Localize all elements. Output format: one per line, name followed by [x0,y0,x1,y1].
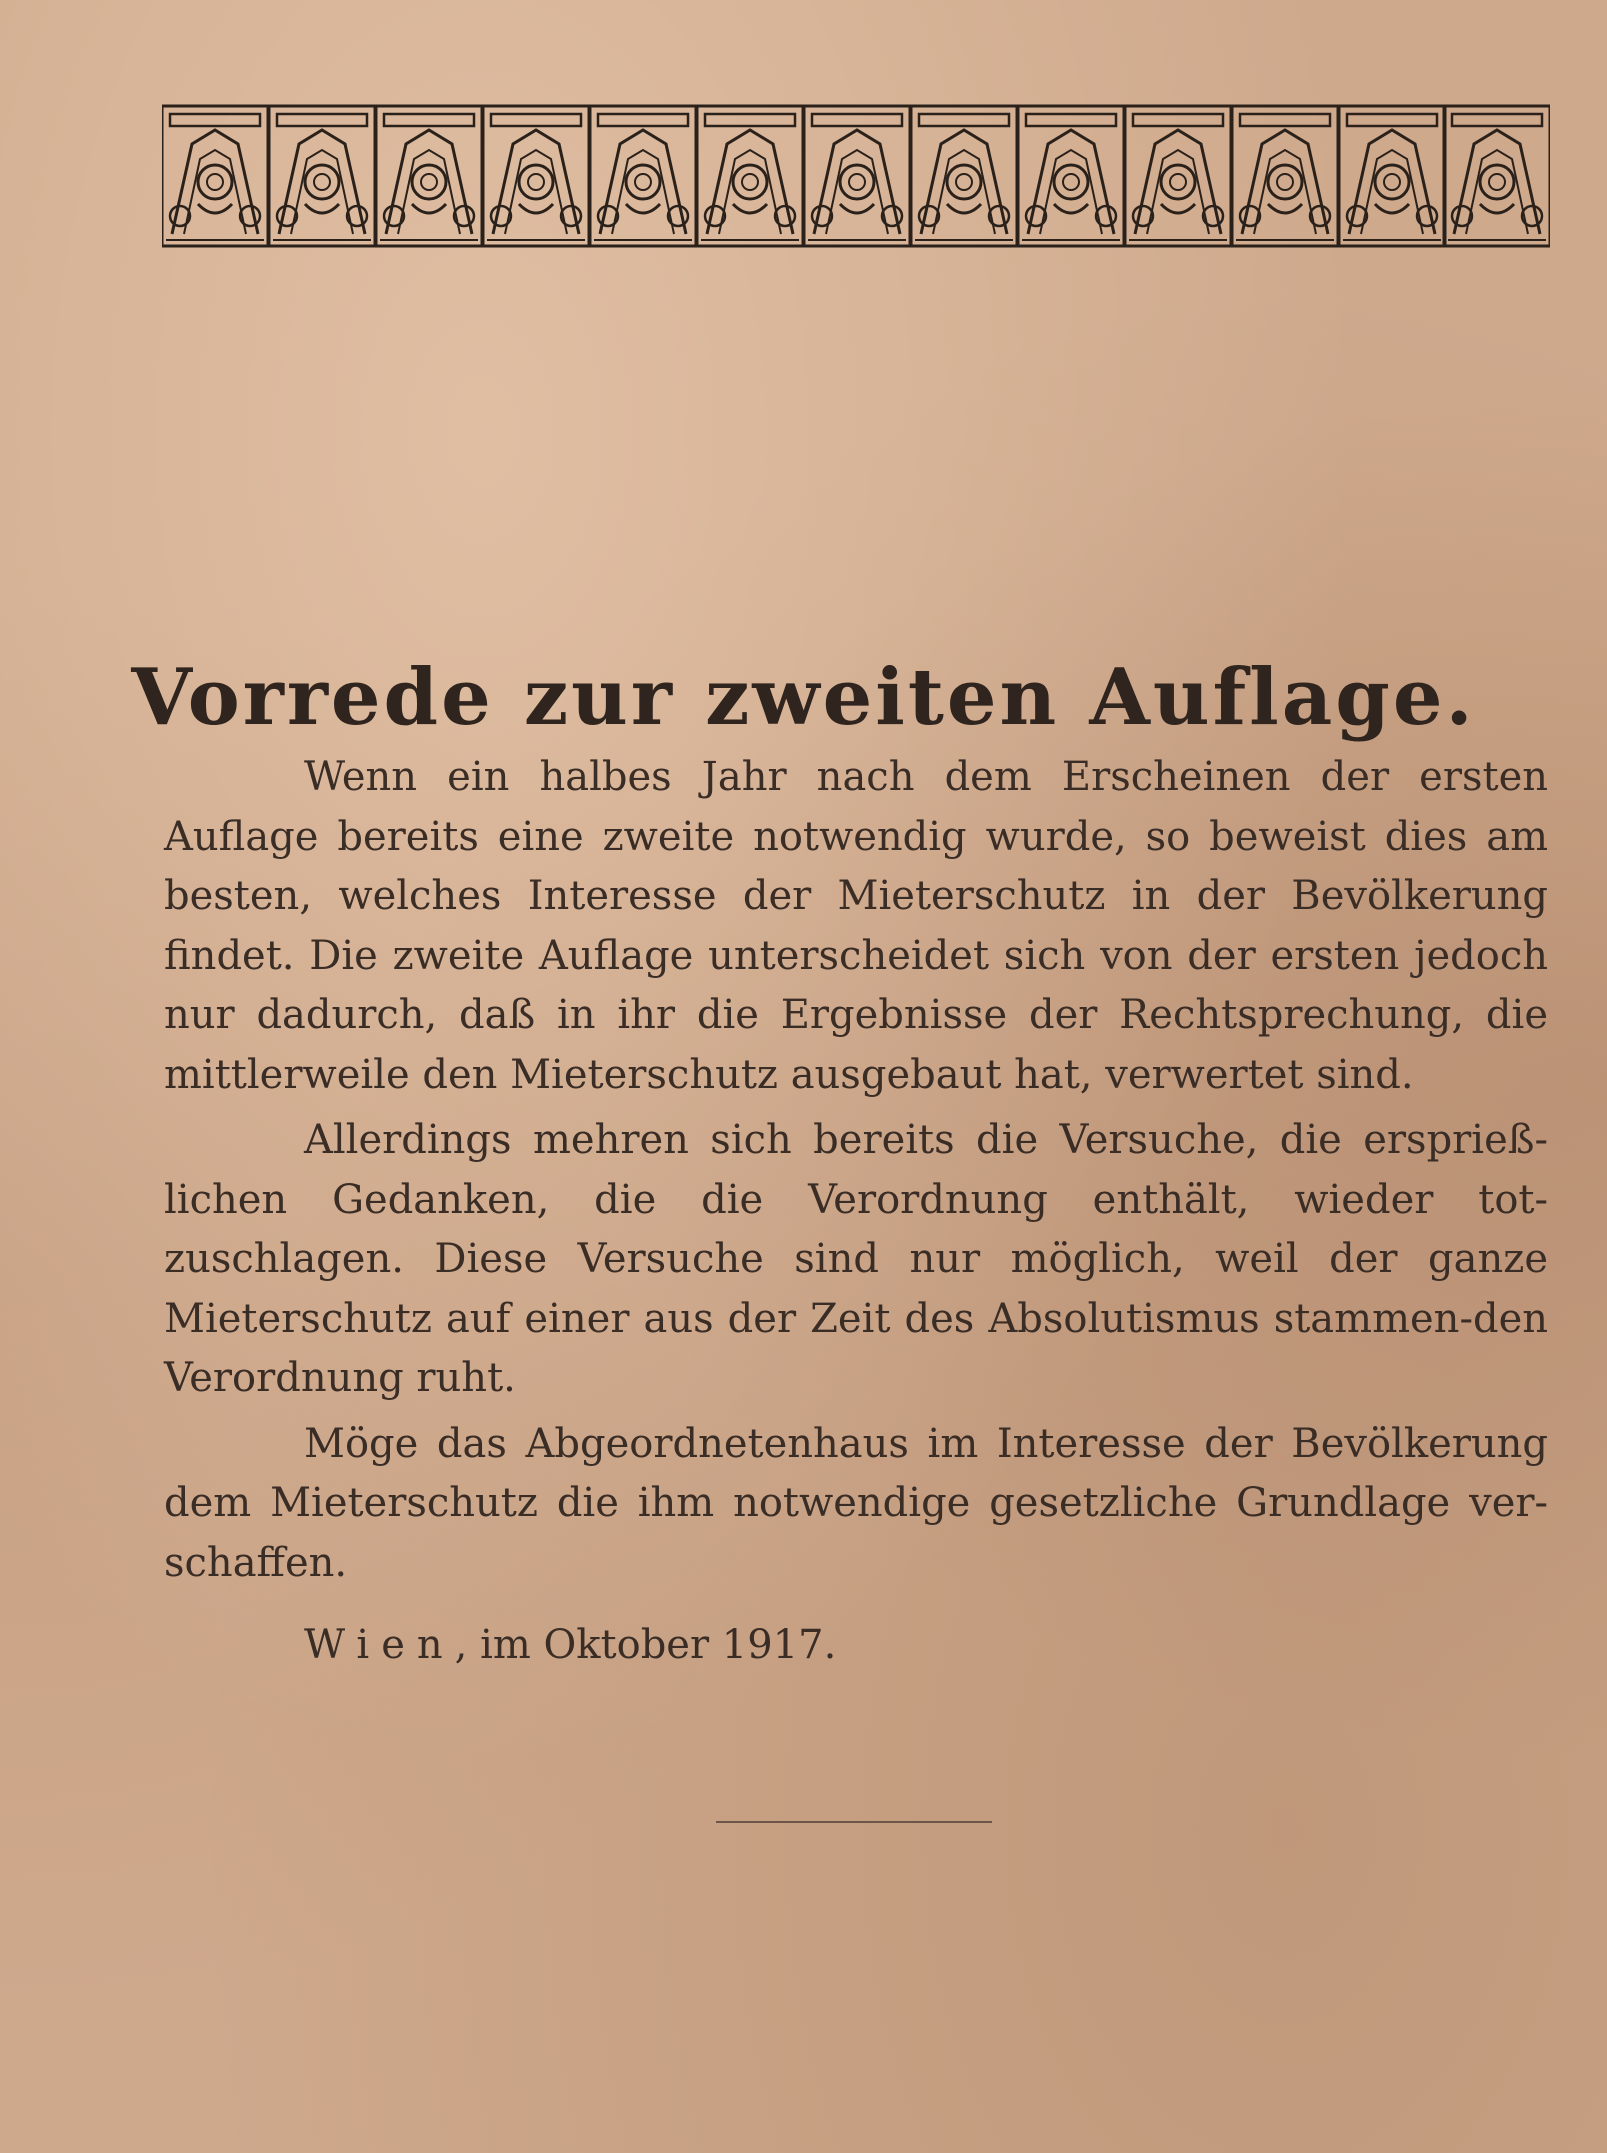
paragraph-1: Wenn ein halbes Jahr nach dem Erscheinen der ersten Auflage bereits eine zweite notwendig wurde, so beweist dies am besten, welches Interesse der Mieterschutz in der Bevölkerung findet. Die zweite Auflage unterscheidet sich von der ersten jedoch nur dadurch, daß in ihr die Ergebnisse der Rechtsprechung, die mittlerweile den Mieterschutz ausgebaut hat, verwertet sind. [164,754,1548,1098]
paragraph-3: Möge das Abgeordnetenhaus im Interesse der Bevölkerung dem Mieterschutz die ihm notwendige gesetzliche Grundlage ver-schaffen. [164,1420,1548,1586]
dateline-date: , im Oktober 1917. [454,1622,837,1668]
dateline [304,1622,836,1668]
paragraph-2: Allerdings mehren sich bereits die Versuche, die ersprieß-lichen Gedanken, die die Verordnung enthält, wieder tot-zuschlagen. Diese Versuche sind nur möglich, weil der ganze Mieterschutz auf einer aus der Zeit des Absolutismus stammen-den Verordnung ruht. [164,1117,1548,1401]
closing-divider-rule [716,1821,992,1823]
ornamental-header-border [162,104,1550,248]
preface-body [164,748,1548,1593]
page-heading: Vorrede zur zweiten Auflage. [131,652,1476,744]
dateline-place: Wien [304,1622,455,1668]
